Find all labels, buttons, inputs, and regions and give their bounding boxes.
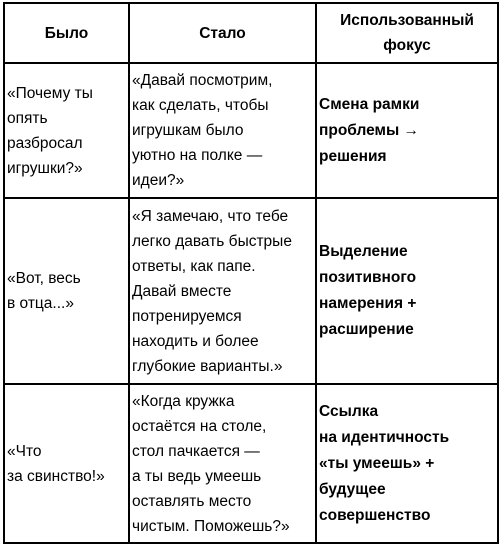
text-line: игрушки?» <box>7 159 83 177</box>
text-line: «Когда кружка <box>132 392 235 410</box>
text-line: «Я замечаю, что тебе <box>132 207 289 225</box>
text-line: проблемы → <box>319 121 420 139</box>
cell-after <box>129 384 316 543</box>
text-line: Смена рамки <box>319 95 420 113</box>
cell-after <box>129 63 316 198</box>
text-line: ответы, как папе. <box>132 257 256 275</box>
cell-focus <box>316 198 498 384</box>
text-line: «ты умеешь» + <box>319 454 435 472</box>
table-row <box>4 198 498 384</box>
text-line: будущее <box>319 480 386 498</box>
text-line: «Давай посмотрим, <box>132 72 273 89</box>
text-line: Ссылка <box>319 402 379 420</box>
text-line: решения <box>319 147 387 165</box>
text-line: уютно на полке — <box>132 147 263 164</box>
text-line: идеи?» <box>132 172 185 189</box>
text-line: «Вот, весь <box>7 270 81 287</box>
header-focus-line: фокус <box>383 37 431 54</box>
text-line: на идентичность <box>319 428 450 446</box>
text-line: как сделать, чтобы <box>132 97 269 114</box>
text-line: Выделение <box>319 243 408 260</box>
header-focus-line: Использованный <box>340 12 474 29</box>
text-line: «Почему ты <box>7 84 93 102</box>
text-line: опять <box>7 109 48 127</box>
cell-before <box>4 63 129 198</box>
text-line: потренируемся <box>132 307 242 325</box>
text-line: находить и более <box>132 332 259 350</box>
text-line: Давай вместе <box>132 282 232 300</box>
text-line: игрушкам было <box>132 122 244 139</box>
text-line: за свинство!» <box>7 467 105 485</box>
cell-before <box>4 384 129 543</box>
cell-after <box>129 198 316 384</box>
text-line: позитивного <box>319 269 417 286</box>
text-line: а ты ведь умеешь <box>132 467 262 485</box>
text-line: «Что <box>7 442 42 460</box>
text-line: разбросал <box>7 134 83 152</box>
cell-focus <box>316 384 498 543</box>
header-before: Было <box>4 3 129 63</box>
text-line: намерения + <box>319 295 417 312</box>
table-row <box>4 63 498 198</box>
text-line: совершенство <box>319 506 431 524</box>
cell-before <box>4 198 129 384</box>
reframing-table <box>3 2 499 544</box>
table-row <box>4 384 498 543</box>
text-line: в отца...» <box>7 295 74 312</box>
text-line: глубокие варианты.» <box>132 357 283 375</box>
text-line: легко давать быстрые <box>132 232 292 250</box>
table-header-row <box>4 3 498 63</box>
text-line: остаётся на столе, <box>132 417 267 435</box>
text-line: стол пачкается — <box>132 442 260 460</box>
cell-focus <box>316 63 498 198</box>
text-line: оставлять место <box>132 492 252 510</box>
text-line: расширение <box>319 321 414 338</box>
header-after: Стало <box>129 3 316 63</box>
header-focus <box>316 3 498 63</box>
text-line: чистым. Поможешь?» <box>132 517 290 535</box>
